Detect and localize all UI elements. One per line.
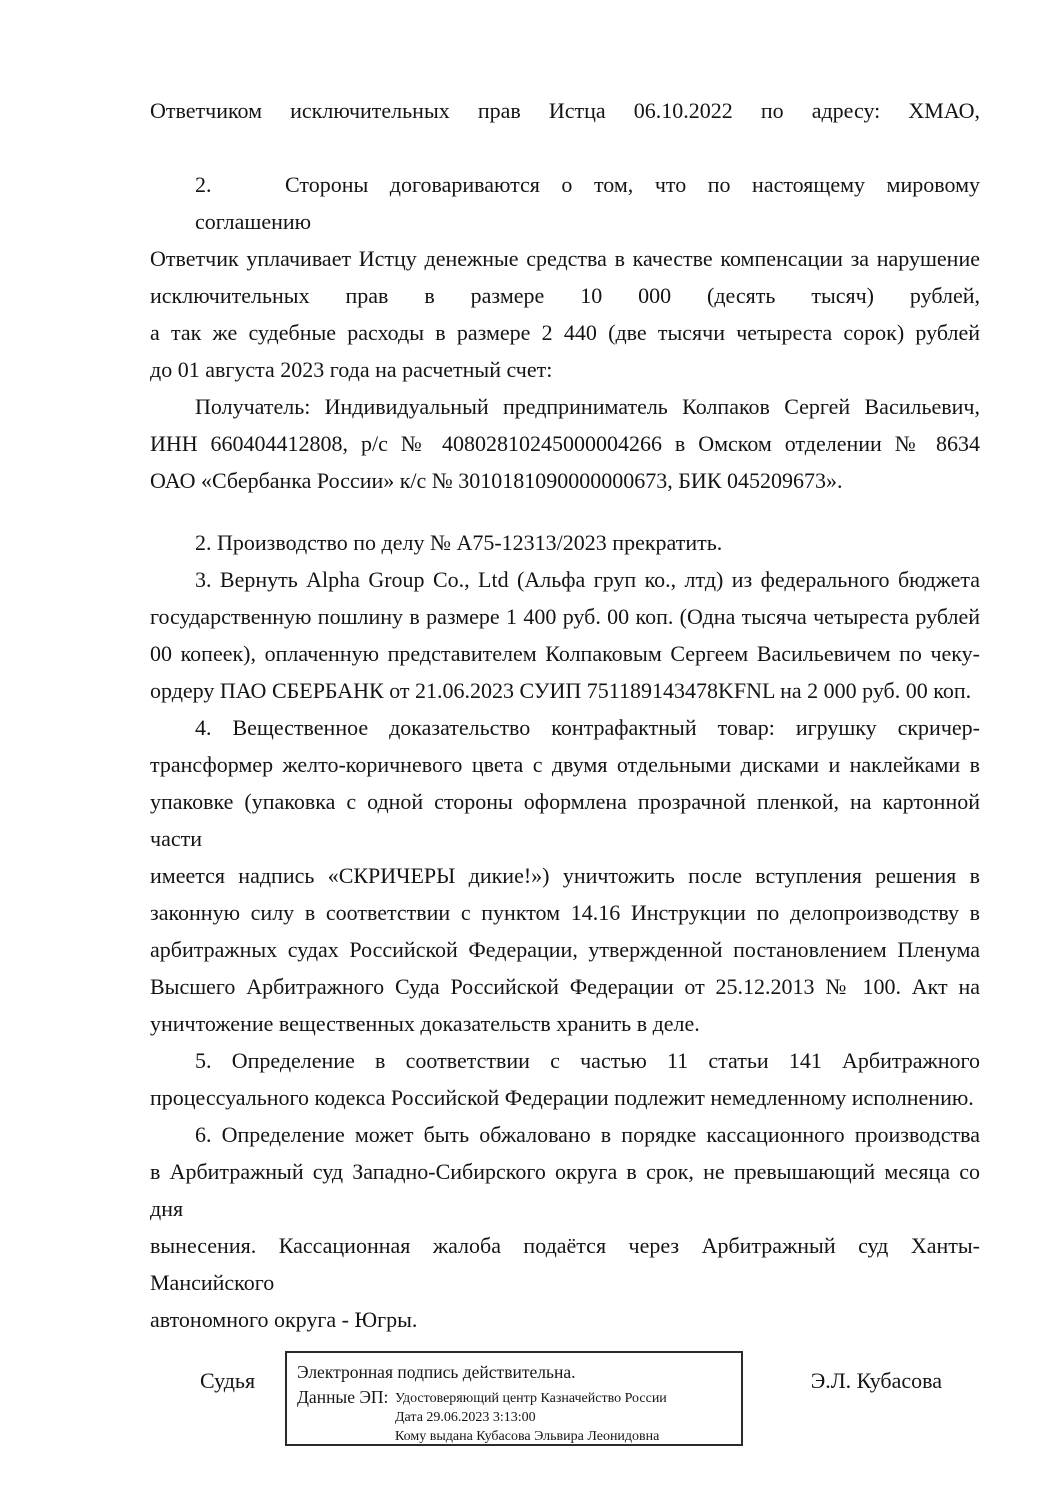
stamp-detail-line: Удостоверяющий центр Казначейство России xyxy=(395,1391,667,1406)
document-line: исключительных прав в размере 10 000 (десять тысяч) рублей, xyxy=(150,283,980,308)
document-line: законную силу в соответствии с пунктом 14.16 Инструкции по делопроизводству в xyxy=(150,900,980,925)
stamp-data-row xyxy=(297,1386,731,1446)
document-body xyxy=(150,92,980,1399)
document-line: 2. Стороны договариваются о том, что по настоящему мировому соглашению xyxy=(150,166,980,240)
document-line: Ответчик уплачивает Истцу денежные средства в качестве компенсации за нарушение xyxy=(150,246,980,271)
document-line: процессуального кодекса Российской Федерации подлежит немедленному исполнению. xyxy=(150,1085,974,1110)
document-line: автономного округа - Югры. xyxy=(150,1307,418,1332)
document-line: ордеру ПАО СБЕРБАНК от 21.06.2023 СУИП 751189143478KFNL на 2 000 руб. 00 коп. xyxy=(150,678,972,703)
document-line: упаковке (упаковка с одной стороны оформлена прозрачной пленкой, на картонной части xyxy=(150,789,980,851)
signature-stamp xyxy=(285,1351,743,1446)
document-line: имеется надпись «СКРИЧЕРЫ дикие!») уничтожить после вступления решения в xyxy=(150,863,980,888)
document-line: Ответчиком исключительных прав Истца 06.10.2022 по адресу: ХМАО, xyxy=(150,98,980,123)
stamp-details xyxy=(395,1386,667,1446)
document-line: 5. Определение в соответствии с частью 11 статьи 141 Арбитражного xyxy=(195,1048,980,1073)
document-line: вынесения. Кассационная жалоба подаётся через Арбитражный суд Ханты-Мансийского xyxy=(150,1233,980,1295)
document-line: 4. Вещественное доказательство контрафактный товар: игрушку скричер- xyxy=(195,715,980,740)
document-line: уничтожение вещественных доказательств хранить в деле. xyxy=(150,1011,700,1036)
signature-name: Э.Л. Кубасова xyxy=(810,1368,942,1393)
document-line: арбитражных судах Российской Федерации, утвержденной постановлением Пленума xyxy=(150,937,980,962)
stamp-validity-text: Электронная подпись действительна. xyxy=(297,1362,576,1382)
paragraph-number: 2. xyxy=(195,172,212,197)
document-line: Высшего Арбитражного Суда Российской Федерации от 25.12.2013 № 100. Акт на xyxy=(150,974,980,999)
document-line: а так же судебные расходы в размере 2 440 (две тысячи четыреста сорок) рублей xyxy=(150,320,980,345)
document-line: государственную пошлину в размере 1 400 руб. 00 коп. (Одна тысяча четыреста рублей xyxy=(150,604,980,629)
document-line: 2. Производство по делу № А75-12313/2023 прекратить. xyxy=(195,530,723,555)
document-line: до 01 августа 2023 года на расчетный счет: xyxy=(150,357,553,382)
document-line: в Арбитражный суд Западно-Сибирского округа в срок, не превышающий месяца со дня xyxy=(150,1159,980,1221)
document-line: Получатель: Индивидуальный предприниматель Колпаков Сергей Васильевич, xyxy=(195,394,980,419)
signature-role: Судья xyxy=(200,1368,256,1393)
stamp-detail-line: Дата 29.06.2023 3:13:00 xyxy=(395,1410,536,1425)
document-line: ОАО «Сбербанка России» к/с № 3010181090000000673, БИК 045209673». xyxy=(150,468,843,493)
document-line: 3. Вернуть Alpha Group Co., Ltd (Альфа груп ко., лтд) из федерального бюджета xyxy=(195,567,980,592)
stamp-detail-line: Кому выдана Кубасова Эльвира Леонидовна xyxy=(395,1429,660,1444)
document-line: ИНН 660404412808, р/с № 40802810245000004266 в Омском отделении № 8634 xyxy=(150,431,980,456)
document-line: трансформер желто-коричневого цвета с двумя отдельными дисками и наклейками в xyxy=(150,752,980,777)
document-line: 00 копеек), оплаченную представителем Колпаковым Сергеем Васильевичем по чеку- xyxy=(150,641,980,666)
stamp-label: Данные ЭП: xyxy=(297,1387,389,1407)
document-line: 6. Определение может быть обжаловано в порядке кассационного производства xyxy=(195,1122,980,1147)
